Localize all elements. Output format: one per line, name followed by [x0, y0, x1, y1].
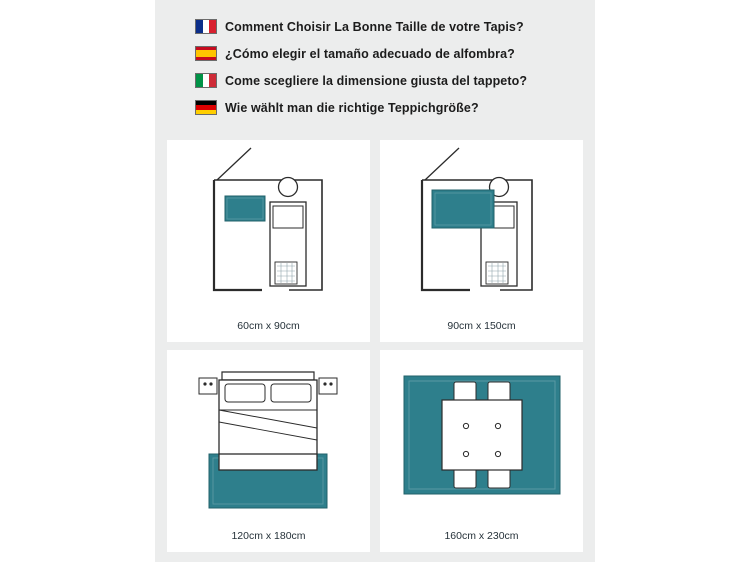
title-list [195, 14, 575, 122]
title-text-it: Come scegliere la dimensione giusta del tappeto? [225, 73, 528, 88]
poster-canvas [155, 0, 595, 562]
flag-italy-icon [195, 73, 217, 88]
rug-size-card-120x180[interactable] [167, 350, 370, 552]
figure-dining-table-rug [380, 350, 583, 518]
rug-size-caption-160x230: 160cm x 230cm [444, 530, 519, 542]
rug-size-caption-120x180: 120cm x 180cm [231, 530, 306, 542]
title-row-it [195, 68, 575, 93]
rug-size-card-90x150[interactable] [380, 140, 583, 342]
rug-size-card-60x90[interactable] [167, 140, 370, 342]
flag-germany-icon [195, 100, 217, 115]
grid-row-top [167, 140, 583, 342]
title-row-es [195, 41, 575, 66]
title-row-fr [195, 14, 575, 39]
rug-size-grid [167, 140, 583, 560]
rug-size-caption-60x90: 60cm x 90cm [237, 320, 300, 332]
title-text-es: ¿Cómo elegir el tamaño adecuado de alfombra? [225, 46, 515, 61]
flag-spain-icon [195, 46, 217, 61]
title-text-de: Wie wählt man die richtige Teppichgröße? [225, 100, 479, 115]
figure-bedroom-medium-rug [380, 140, 583, 308]
title-text-fr: Comment Choisir La Bonne Taille de votre Tapis? [225, 19, 524, 34]
title-row-de [195, 95, 575, 120]
rug-size-card-160x230[interactable] [380, 350, 583, 552]
grid-row-bottom [167, 350, 583, 552]
rug-size-caption-90x150: 90cm x 150cm [447, 320, 516, 332]
flag-france-icon [195, 19, 217, 34]
figure-double-bed-rug [167, 350, 370, 518]
figure-bedroom-small-rug [167, 140, 370, 308]
